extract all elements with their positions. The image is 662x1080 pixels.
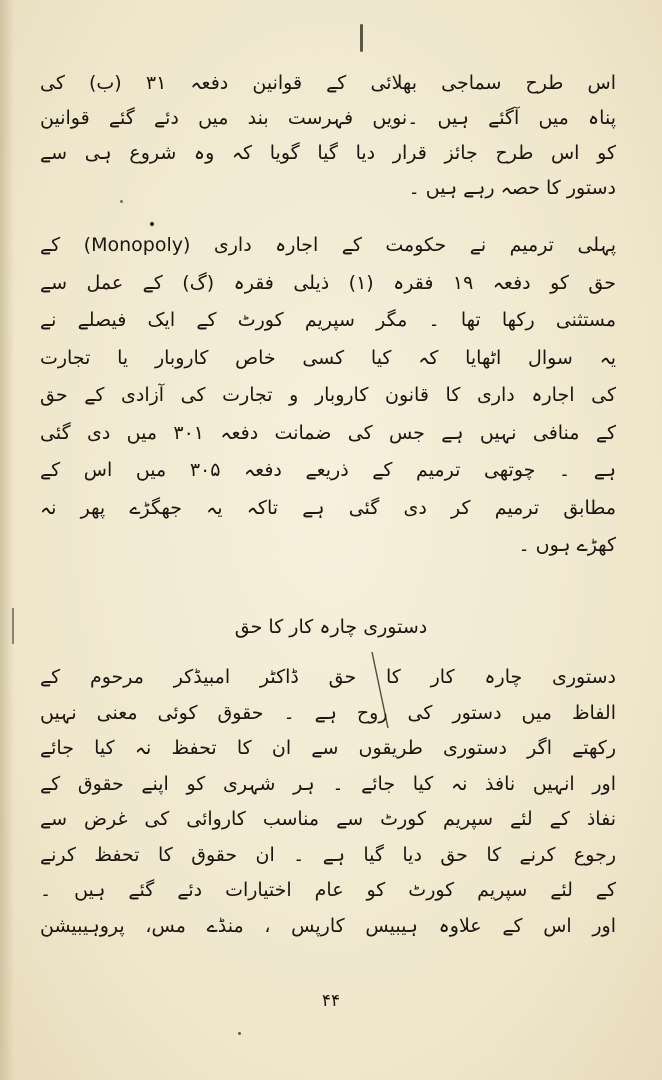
- text-line: یہ سوال اٹھایا کہ کیا کسی خاص کاروبار یا تجارت: [40, 346, 616, 369]
- text-line: مطابق ترمیم کر دی گئی ہے تاکہ یہ جھگڑے پھر نہ: [40, 496, 616, 519]
- section-heading: دستوری چارہ کار کا حق: [234, 616, 428, 638]
- text-line: دستوری چارہ کار کا حق ڈاکٹر امبیڈکر مرحوم کے: [40, 666, 616, 688]
- ink-dot: [150, 222, 154, 226]
- text-line: مستثنی رکھا تھا ۔ مگر سپریم کورٹ کے ایک فیصلے نے: [40, 309, 616, 331]
- text-line: حق کو دفعہ ۱۹ فقرہ (۱) ذیلی فقرہ (گ) کے عمل سے: [40, 271, 616, 294]
- text-line: پناہ میں آگئے ہیں ۔نویں فہرست بند میں دئے گئے قوانین: [40, 107, 616, 129]
- ink-dot: [238, 1032, 241, 1035]
- text-line: الفاظ میں دستور کی روح ہے ۔ حقوق کوئی معنی نہیں: [40, 701, 616, 724]
- text-line: اور انہیں نافذ نہ کیا جائے ۔ ہر شہری کو اپنے حقوق کے: [40, 772, 616, 795]
- ink-mark: [360, 24, 363, 52]
- text-line: کو اس طرح جائز قرار دیا گیا گویا کہ وہ شروع ہی سے: [40, 142, 616, 164]
- text-line: کھڑے ہوں ۔: [518, 534, 616, 556]
- text-line: پہلی ترمیم نے حکومت کے اجارہ داری (Monopoly) کے: [40, 234, 616, 256]
- text-line: دستور کا حصہ رہے ہیں ۔: [408, 177, 616, 199]
- paragraph-1: [40, 70, 616, 210]
- text-line: کی اجارہ داری کا قانون کاروبار و تجارت کی آزادی کے حق: [40, 384, 616, 406]
- text-line: کے منافی نہیں ہے جس کی ضمانت دفعہ ۳۰۱ میں دی گئی: [40, 421, 616, 444]
- text-line: اس طرح سماجی بھلائی کے قوانین دفعہ ۳۱ (ب) کی: [40, 72, 616, 94]
- page-gutter-shadow: [0, 0, 14, 1080]
- paragraph-2: [40, 232, 616, 570]
- text-line: رجوع کرنے کا حق دیا گیا ہے ۔ ان حقوق کا تحفظ کرنے: [40, 843, 616, 866]
- text-line: ہے ۔ چوتھی ترمیم کے ذریعے دفعہ ۳۰۵ میں اس کے: [40, 459, 616, 481]
- text-line: رکھتے اگر دستوری طریقوں سے ان کا تحفظ نہ کیا جائے: [40, 737, 616, 759]
- text-line: اور اس کے علاوہ ہیبیس کارپس ، منڈے مس، پروہیبیشن: [40, 914, 616, 937]
- page-number: ۴۴: [321, 991, 341, 1011]
- text-line: نفاذ کے لئے سپریم کورٹ سے مناسب کاروائی کی غرض سے: [40, 808, 616, 830]
- text-line: کے لئے سپریم کورٹ کو عام اختیارات دئے گئے ہیں ۔: [40, 879, 616, 901]
- paragraph-3: [40, 664, 616, 948]
